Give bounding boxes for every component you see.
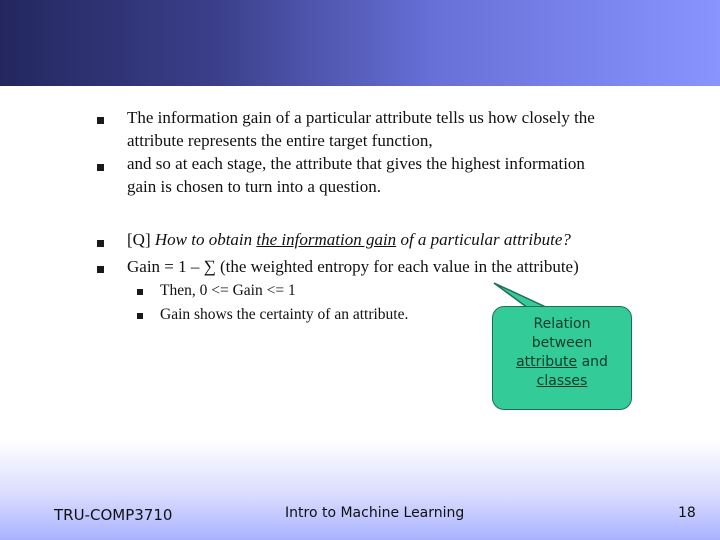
question-text-underlined: the information gain <box>256 230 397 249</box>
bullet-marker <box>97 117 104 124</box>
callout-classes: classes <box>536 373 588 389</box>
callout-box <box>492 306 632 410</box>
sub-bullet-1: Then, 0 <= Gain <= 1 <box>160 282 296 299</box>
sub-bullet-2: Gain shows the certainty of an attribute. <box>160 306 409 323</box>
bullet-2 <box>127 152 707 198</box>
sub-bullet-marker <box>137 289 143 295</box>
question-text-a: How to obtain <box>154 230 257 249</box>
bullet-marker <box>97 240 104 247</box>
bullet-marker <box>97 266 104 273</box>
callout-attribute: attribute <box>516 354 578 370</box>
bullet-1 <box>127 106 707 152</box>
page-number: 18 <box>678 505 696 521</box>
callout-line1: Relation <box>533 316 591 332</box>
bullet-2-line1: and so at each stage, the attribute that gives the highest information <box>127 154 585 173</box>
callout-line2: between <box>531 335 593 351</box>
footer-course-code: TRU-COMP3710 <box>54 506 173 524</box>
bullet-marker <box>97 164 104 171</box>
bullet-3-question <box>127 228 707 251</box>
question-text-c: of a particular attribute? <box>396 230 571 249</box>
bullet-1-line2: attribute represents the entire target function, <box>127 131 433 150</box>
callout-and: and <box>577 354 608 370</box>
question-tag: [Q] <box>127 230 155 249</box>
bullet-2-line2: gain is chosen to turn into a question. <box>127 177 382 196</box>
sub-bullet-marker <box>137 313 143 319</box>
callout-line4 <box>493 372 631 391</box>
bullet-4-formula: Gain = 1 – ∑ (the weighted entropy for each value in the attribute) <box>127 257 579 276</box>
footer-course-title: Intro to Machine Learning <box>285 505 465 521</box>
bullet-1-line1: The information gain of a particular attribute tells us how closely the <box>127 108 595 127</box>
callout-line3 <box>493 353 631 372</box>
